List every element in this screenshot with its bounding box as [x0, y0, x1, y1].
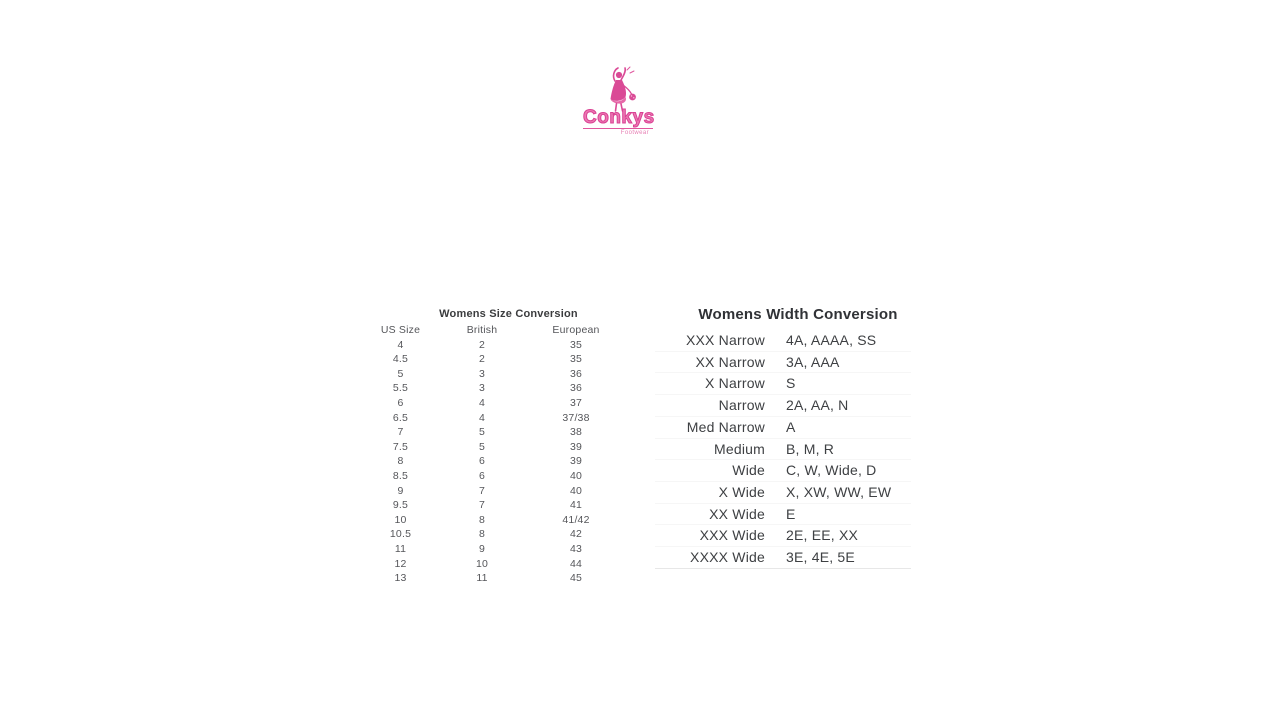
table-cell: 10 — [394, 513, 407, 526]
womens-width-conversion-table — [655, 330, 911, 569]
table-cell: 6 — [397, 396, 404, 409]
table-cell: 10 — [475, 557, 489, 570]
table-cell: XXXX Wide — [690, 549, 765, 566]
table-cell: 39 — [569, 440, 583, 453]
table-cell: 5 — [478, 426, 486, 439]
table-cell: Med Narrow — [686, 418, 765, 435]
table-cell: 5.5 — [392, 382, 409, 395]
table-cell: X, XW, WW, EW — [786, 483, 892, 500]
table-cell: XX Narrow — [695, 353, 765, 370]
table-cell: 40 — [569, 484, 583, 497]
table-row — [363, 498, 626, 513]
table-cell: 7 — [478, 499, 486, 512]
table-cell: 4 — [478, 411, 486, 424]
brand-logo — [583, 66, 653, 136]
table-row — [363, 352, 626, 367]
table-row — [655, 373, 911, 395]
table-cell: S — [786, 375, 796, 392]
table-cell: 11 — [476, 572, 488, 585]
table-row — [363, 557, 626, 572]
table-row — [363, 469, 626, 484]
size-table-header-row — [363, 323, 626, 338]
table-row — [363, 411, 626, 426]
table-cell: 9 — [397, 484, 404, 497]
table-cell: 41 — [569, 499, 583, 512]
table-cell: 2E, EE, XX — [786, 527, 859, 544]
table-cell: 7 — [478, 484, 486, 497]
table-row — [655, 395, 911, 417]
column-header: US Size — [380, 324, 421, 336]
table-cell: 13 — [394, 572, 407, 585]
womens-size-conversion-section — [363, 308, 626, 586]
size-table-body — [363, 338, 626, 586]
table-row — [655, 330, 911, 351]
table-cell: 4 — [478, 396, 486, 409]
table-row — [655, 547, 911, 569]
table-cell: 44 — [569, 557, 583, 570]
table-cell: 10.5 — [389, 528, 412, 541]
table-cell: 8.5 — [392, 469, 409, 482]
column-header: British — [466, 324, 498, 336]
table-cell: 8 — [478, 528, 486, 541]
table-cell: B, M, R — [786, 440, 835, 457]
table-row — [655, 416, 911, 438]
table-cell: XXX Narrow — [685, 332, 765, 348]
table-row — [655, 438, 911, 460]
womens-width-conversion-section — [655, 306, 911, 569]
table-row — [363, 367, 626, 382]
table-cell: 2A, AA, N — [786, 397, 849, 414]
table-cell: E — [786, 505, 796, 522]
table-cell: 5 — [397, 367, 404, 380]
table-cell: 35 — [569, 338, 583, 351]
table-cell: 7.5 — [392, 440, 409, 453]
table-cell: 4 — [397, 338, 404, 351]
column-header: European — [552, 324, 600, 336]
table-row — [363, 425, 626, 440]
table-cell: 6.5 — [392, 411, 409, 424]
table-row — [655, 351, 911, 373]
table-cell: Wide — [732, 462, 765, 479]
table-cell: 36 — [569, 367, 583, 380]
table-cell: 2 — [478, 338, 486, 351]
size-table-title: Womens Size Conversion — [439, 308, 578, 320]
table-cell: 35 — [569, 353, 583, 366]
table-cell: 2 — [478, 353, 486, 366]
table-row — [363, 571, 626, 586]
table-row — [655, 503, 911, 525]
brand-tagline: Footwear — [620, 130, 649, 136]
table-cell: 4A, AAAA, SS — [786, 332, 877, 348]
table-cell: 8 — [397, 455, 404, 468]
table-cell: Medium — [714, 440, 765, 457]
table-cell: 41/42 — [562, 513, 590, 526]
table-row — [363, 440, 626, 455]
table-row — [363, 484, 626, 499]
table-cell: 8 — [478, 513, 486, 526]
table-cell: 40 — [569, 469, 583, 482]
table-cell: X Wide — [718, 483, 765, 500]
table-cell: 11 — [394, 542, 407, 555]
table-cell: X Narrow — [705, 375, 765, 392]
table-cell: 3 — [478, 367, 486, 380]
table-cell: XX Wide — [709, 505, 765, 522]
table-cell: 6 — [478, 455, 486, 468]
table-cell: 39 — [569, 455, 583, 468]
womens-size-conversion-table — [363, 323, 626, 586]
table-row — [655, 525, 911, 547]
table-cell: 9.5 — [392, 499, 409, 512]
table-row — [655, 460, 911, 482]
brand-name: Conkys — [583, 107, 655, 128]
table-cell: 6 — [478, 469, 486, 482]
table-cell: 42 — [569, 528, 583, 541]
table-row — [363, 396, 626, 411]
table-cell: A — [786, 418, 796, 435]
width-table-title: Womens Width Conversion — [698, 306, 898, 323]
table-row — [363, 527, 626, 542]
table-row — [363, 542, 626, 557]
table-cell: 7 — [397, 426, 404, 439]
table-cell: 36 — [569, 382, 583, 395]
table-cell: 3A, AAA — [786, 353, 840, 370]
table-row — [655, 481, 911, 503]
table-cell: 43 — [569, 542, 583, 555]
table-cell: 4.5 — [392, 353, 409, 366]
table-cell: XXX Wide — [699, 527, 765, 544]
table-cell: C, W, Wide, D — [786, 462, 877, 479]
table-cell: 45 — [569, 572, 583, 585]
table-cell: 3E, 4E, 5E — [786, 549, 855, 566]
table-cell: 9 — [478, 542, 486, 555]
table-row — [363, 338, 626, 353]
width-table-body — [655, 330, 911, 568]
table-row — [363, 454, 626, 469]
table-cell: 12 — [394, 557, 407, 570]
table-cell: 38 — [569, 426, 583, 439]
table-cell: 3 — [478, 382, 486, 395]
table-row — [363, 381, 626, 396]
table-row — [363, 513, 626, 528]
table-cell: 5 — [478, 440, 486, 453]
woman-silhouette-icon — [589, 66, 647, 112]
table-cell: Narrow — [718, 397, 765, 414]
table-cell: 37 — [569, 396, 583, 409]
table-cell: 37/38 — [562, 411, 590, 424]
